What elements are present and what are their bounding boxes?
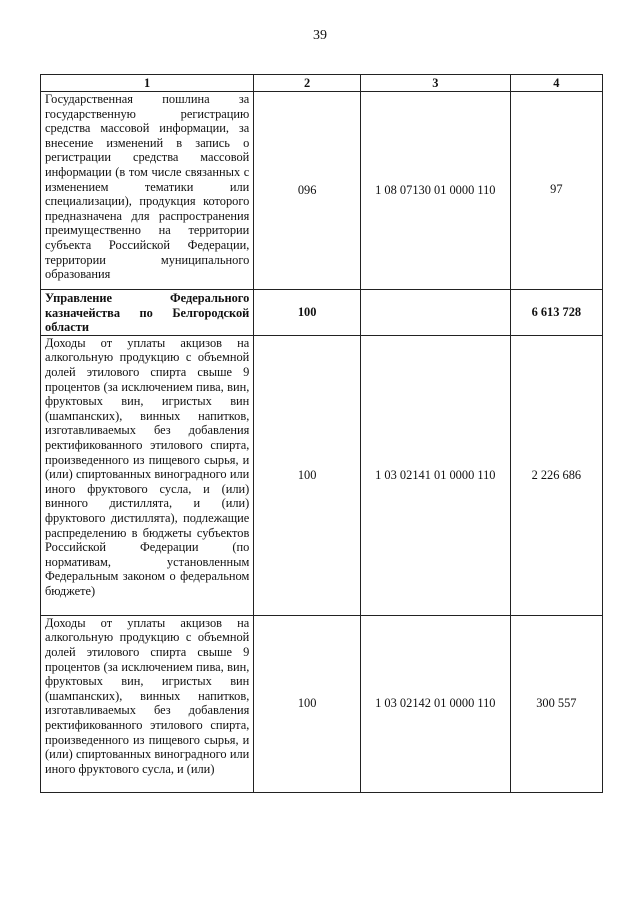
- row-amount: 2 226 686: [510, 335, 602, 615]
- row-amount: 300 557: [510, 615, 602, 792]
- row-admin-code: 100: [254, 335, 361, 615]
- row-description: Доходы от уплаты акцизов на алкогольную продукцию с объемной долей этилового спирта свыше 9 процентов (за исключением пива, вин, фруктовых вин, игристых вин (шампанских), винных напитков, изготавливаемых без добавления ректификованного этилового спирта, произведенного из пищевого сырья, и (или) спиртованных виноградного или иного фруктового сусла, и (или): [41, 615, 254, 792]
- column-header-4: 4: [510, 75, 602, 92]
- row-budget-code: 1 08 07130 01 0000 110: [360, 92, 510, 290]
- row-admin-code: 096: [254, 92, 361, 290]
- row-amount: 97: [510, 92, 602, 290]
- table-row-organization: [41, 290, 603, 336]
- column-header-1: 1: [41, 75, 254, 92]
- row-description: Доходы от уплаты акцизов на алкогольную продукцию с объемной долей этилового спирта свыше 9 процентов (за исключением пива, вин, фруктовых вин, игристых вин (шампанских), винных напитков, изготавливаемых без добавления ректификованного этилового спирта, произведенного из пищевого сырья, и (или) спиртованных виноградного или иного фруктового сусла, и (или) винного дистиллята, и (или) фруктового дистиллята), подлежащие распределению в бюджеты субъектов Российской Федерации (по нормативам, установленным Федеральным законом о федеральном бюджете): [41, 335, 254, 615]
- revenue-table: [40, 74, 603, 793]
- row-admin-code: 100: [254, 290, 361, 336]
- row-budget-code: 1 03 02142 01 0000 110: [360, 615, 510, 792]
- row-description: Управление Федерального казначейства по Белгородской области: [41, 290, 254, 336]
- table-row: [41, 92, 603, 290]
- column-header-2: 2: [254, 75, 361, 92]
- row-budget-code: [360, 290, 510, 336]
- row-budget-code: 1 03 02141 01 0000 110: [360, 335, 510, 615]
- page-number: 39: [313, 28, 327, 43]
- row-amount: 6 613 728: [510, 290, 602, 336]
- row-description: Государственная пошлина за государственную регистрацию средства массовой информации, за внесение изменений в запись о регистрации средства массовой информации (в том числе связанных с изменением тематики или специализации), продукция которого предназначена для распространения преимущественно на территории субъекта Российской Федерации, территории муниципального образования: [41, 92, 254, 290]
- table-header-row: [41, 75, 603, 92]
- table-row: [41, 335, 603, 615]
- row-admin-code: 100: [254, 615, 361, 792]
- column-header-3: 3: [360, 75, 510, 92]
- table-row: [41, 615, 603, 792]
